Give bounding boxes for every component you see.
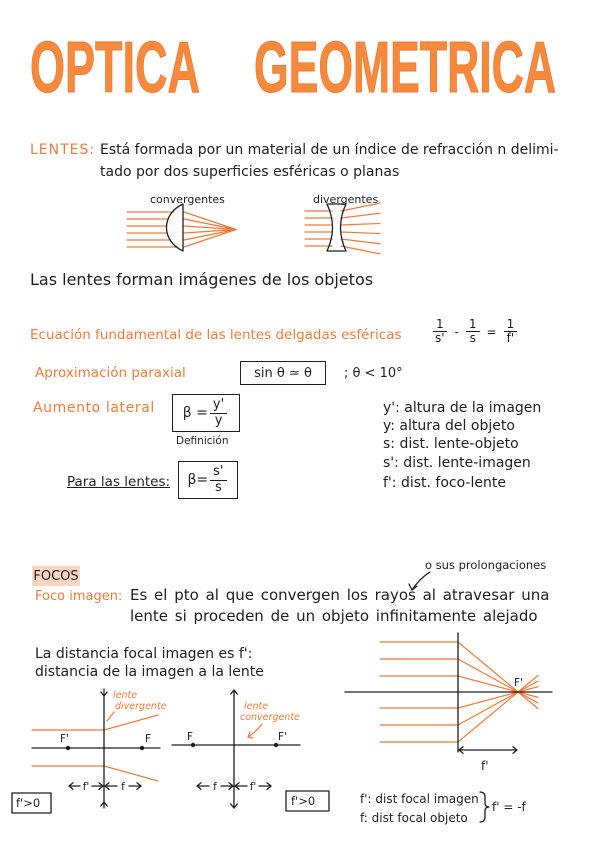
lens-case-label: Para las lentes: — [67, 474, 171, 490]
divergent-lens-diagram — [12, 689, 167, 813]
variable-definition: s': dist. lente-imagen — [383, 455, 531, 471]
focus-image-label: F' — [514, 677, 523, 689]
focos-heading — [32, 566, 80, 586]
focal-distance-line1: La distancia focal imagen es f': — [35, 646, 253, 662]
focus-object-label: F — [187, 731, 194, 743]
lens-case-lhs: β= — [187, 472, 209, 488]
divergent-lens-caption: divergentes — [313, 193, 379, 206]
lens-type-label-line2: divergente — [115, 701, 167, 712]
denominator: s — [469, 331, 476, 346]
lens-statement: Las lentes forman imágenes de los objetos — [30, 270, 374, 289]
divergent-lens-sketch — [305, 203, 380, 254]
image-focal-distance-label: f' — [82, 781, 90, 793]
variable-definition: s: dist. lente-objeto — [383, 436, 519, 452]
magnification-label: Aumento lateral — [33, 400, 155, 416]
legend-line1: f': dist focal imagen — [360, 792, 479, 806]
diverging-ray — [341, 213, 380, 218]
convergent-lens-diagram — [172, 690, 329, 811]
focus-image-dot — [66, 746, 70, 750]
paraxial-formula-box — [240, 361, 326, 385]
sign-text: f'>0 — [291, 794, 316, 808]
diverging-ray-lower — [104, 766, 158, 781]
foco-imagen-line2: lente si proceden de un objeto infinitamente alejado — [130, 607, 538, 625]
focus-image-label: F' — [60, 733, 69, 745]
equals-sign: = — [486, 324, 497, 339]
focus-object-dot — [191, 743, 195, 747]
focus-object-label: F — [145, 733, 152, 745]
title-word-optica: OPTICA — [30, 28, 200, 108]
diverging-ray-upper — [104, 715, 158, 730]
fraction-1-over-s — [466, 318, 480, 346]
numerator: 1 — [433, 318, 447, 332]
paraxial-label: Aproximación paraxial — [35, 365, 186, 381]
denominator: s' — [435, 331, 445, 346]
object-focal-distance-label: f — [213, 781, 217, 793]
lens-case-formula-box — [178, 461, 238, 499]
variable-definition: y': altura de la imagen — [383, 400, 542, 416]
numerator: s' — [210, 465, 226, 481]
diverging-ray — [341, 223, 380, 225]
legend-brace — [480, 792, 489, 822]
focus-image-label: F' — [278, 731, 287, 743]
diverging-ray — [341, 246, 380, 254]
converging-ray — [458, 692, 518, 725]
lens-type-pointer — [107, 712, 114, 721]
focal-length-label: f' — [481, 759, 489, 773]
variable-definition: y: altura del objeto — [383, 418, 515, 434]
ray-continuation — [518, 692, 538, 703]
lens-type-label-line2: convergente — [240, 712, 300, 723]
foco-imagen-label: Foco imagen: — [35, 589, 123, 604]
lens-equation-label: Ecuación fundamental de las lentes delgadas esféricas — [30, 327, 402, 343]
paraxial-condition: ; θ < 10° — [344, 366, 403, 381]
fraction-1-over-s-prime — [432, 318, 448, 346]
legend-relation: f' = -f — [492, 800, 526, 814]
magnification-fraction — [210, 398, 227, 428]
denominator: s — [214, 479, 222, 495]
lens-type-pointer — [248, 724, 262, 737]
prolongaciones-note: o sus prolongaciones — [425, 558, 547, 572]
denominator: f' — [506, 331, 515, 346]
fraction-1-over-f-prime — [504, 318, 518, 346]
magnification-lhs: β = — [182, 405, 208, 421]
lentes-definition-line1: Está formada por un material de un índice de refracción n delimi- — [100, 142, 559, 158]
divergent-lens-outline — [327, 204, 346, 251]
diverging-ray — [341, 239, 380, 244]
object-focal-distance-label: f — [121, 781, 125, 793]
lens-type-label-line1: lente — [244, 701, 269, 712]
focal-point-diagram — [345, 633, 552, 773]
convergent-lens-outline — [167, 204, 184, 251]
lens-case-fraction — [210, 465, 226, 495]
sign-text: f'>0 — [16, 796, 41, 810]
numerator: y' — [210, 398, 227, 414]
foco-imagen-line1: Es el pto al que convergen los rayos al atravesar una — [130, 586, 550, 604]
legend-line2: f: dist focal objeto — [360, 811, 468, 825]
lens-equation — [430, 318, 519, 346]
lentes-label: LENTES: — [30, 142, 96, 158]
convergent-lens-sketch — [127, 204, 236, 251]
variable-definition: f': dist. foco-lente — [383, 475, 506, 491]
convergent-lens-caption: convergentes — [150, 193, 225, 206]
lens-type-label-line1: lente — [113, 690, 138, 701]
lentes-definition-line2: tado por dos superficies esféricas o planas — [100, 164, 400, 180]
image-focal-distance-label: f' — [249, 781, 257, 793]
focal-distance-line2: distancia de la imagen a la lente — [35, 664, 264, 680]
definition-note: Definición — [176, 435, 229, 447]
focus-image-dot — [274, 743, 278, 747]
magnification-formula-box — [172, 394, 240, 432]
minus-sign: - — [454, 324, 459, 339]
title-word-geometrica: GEOMETRICA — [254, 28, 556, 108]
focus-object-dot — [140, 746, 144, 750]
focos-heading-text: FOCOS — [33, 568, 79, 584]
numerator: 1 — [504, 318, 518, 332]
paraxial-formula: sin θ ≃ θ — [254, 365, 312, 381]
numerator: 1 — [466, 318, 480, 332]
converging-ray — [458, 659, 518, 692]
diverging-ray — [341, 232, 380, 234]
denominator: y — [214, 412, 223, 428]
